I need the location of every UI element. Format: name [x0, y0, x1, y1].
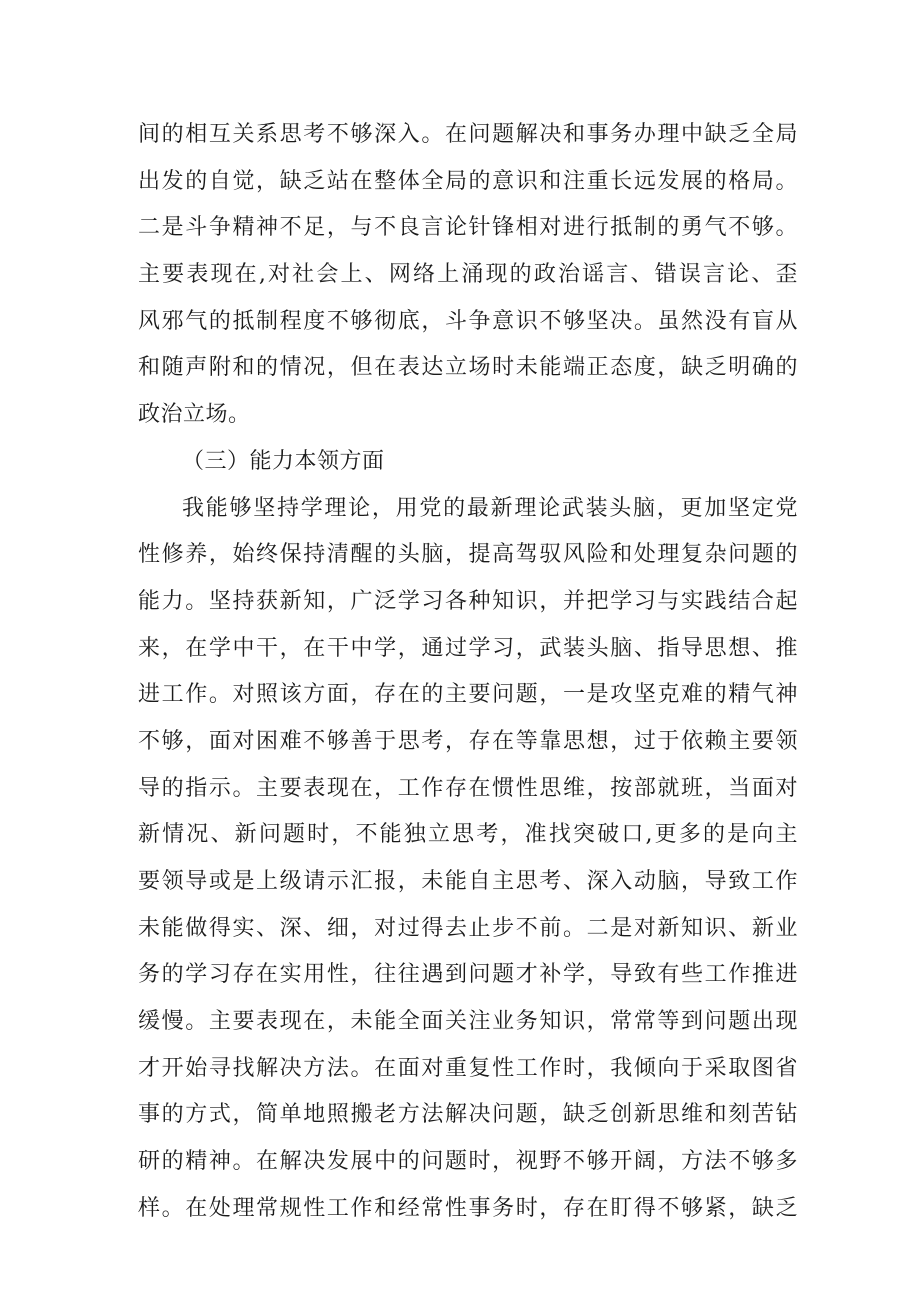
text-line: 新情况、新问题时，不能独立思考，准找突破口,更多的是向主 [138, 822, 798, 848]
text-line: 风邪气的抵制程度不够彻底，斗争意识不够坚决。虽然没有盲从 [138, 308, 798, 334]
text-line: 性修养，始终保持清醒的头脑，提高驾驭风险和处理复杂问题的 [138, 542, 798, 568]
text-line: 要领导或是上级请示汇报，未能自主思考、深入动脑，导致工作 [138, 869, 798, 894]
text-line: 样。在处理常规性工作和经常性事务时，存在盯得不够紧，缺乏 [138, 1195, 798, 1221]
text-line: 务的学习存在实用性，往往遇到问题才补学，导致有些工作推进 [138, 962, 798, 988]
text-line: 能力。坚持获新知，广泛学习各种知识，并把学习与实践结合起 [138, 588, 798, 614]
text-line: 来，在学中干，在干中学，通过学习，武装头脑、指导思想、推 [138, 635, 798, 661]
text-line: 进工作。对照该方面，存在的主要问题，一是攻坚克难的精气神 [138, 682, 798, 708]
text-line: 主要表现在,对社会上、网络上涌现的政治谣言、错误言论、歪 [138, 262, 798, 288]
text-line: 未能做得实、深、细，对过得去止步不前。二是对新知识、新业 [138, 915, 798, 941]
section-heading: （三）能力本领方面 [182, 448, 385, 474]
text-line: 不够，面对困难不够善于思考，存在等靠思想，过于依赖主要领 [138, 728, 798, 754]
text-line: 政治立场。 [138, 402, 251, 428]
text-line: 二是斗争精神不足，与不良言论针锋相对进行抵制的勇气不够。 [138, 215, 798, 241]
text-line: 缓慢。主要表现在，未能全面关注业务知识，常常等到问题出现 [138, 1009, 798, 1035]
body-text [138, 112, 798, 1233]
text-line: 出发的自觉，缺乏站在整体全局的意识和注重长远发展的格局。 [138, 168, 798, 194]
text-line: 导的指示。主要表现在，工作存在惯性思维，按部就班，当面对 [138, 775, 798, 801]
text-line: 间的相互关系思考不够深入。在问题解决和事务办理中缺乏全局 [138, 122, 798, 147]
text-line: 研的精神。在解决发展中的问题时，视野不够开阔，方法不够多 [138, 1149, 798, 1175]
paragraph-first-line: 我能够坚持学理论，用党的最新理论武装头脑，更加坚定党 [182, 495, 798, 521]
text-line: 才开始寻找解决方法。在面对重复性工作时，我倾向于采取图省 [138, 1055, 798, 1081]
text-line: 和随声附和的情况，但在表达立场时未能端正态度，缺乏明确的 [138, 355, 798, 381]
text-line: 事的方式，简单地照搬老方法解决问题，缺乏创新思维和刻苦钻 [138, 1102, 798, 1128]
